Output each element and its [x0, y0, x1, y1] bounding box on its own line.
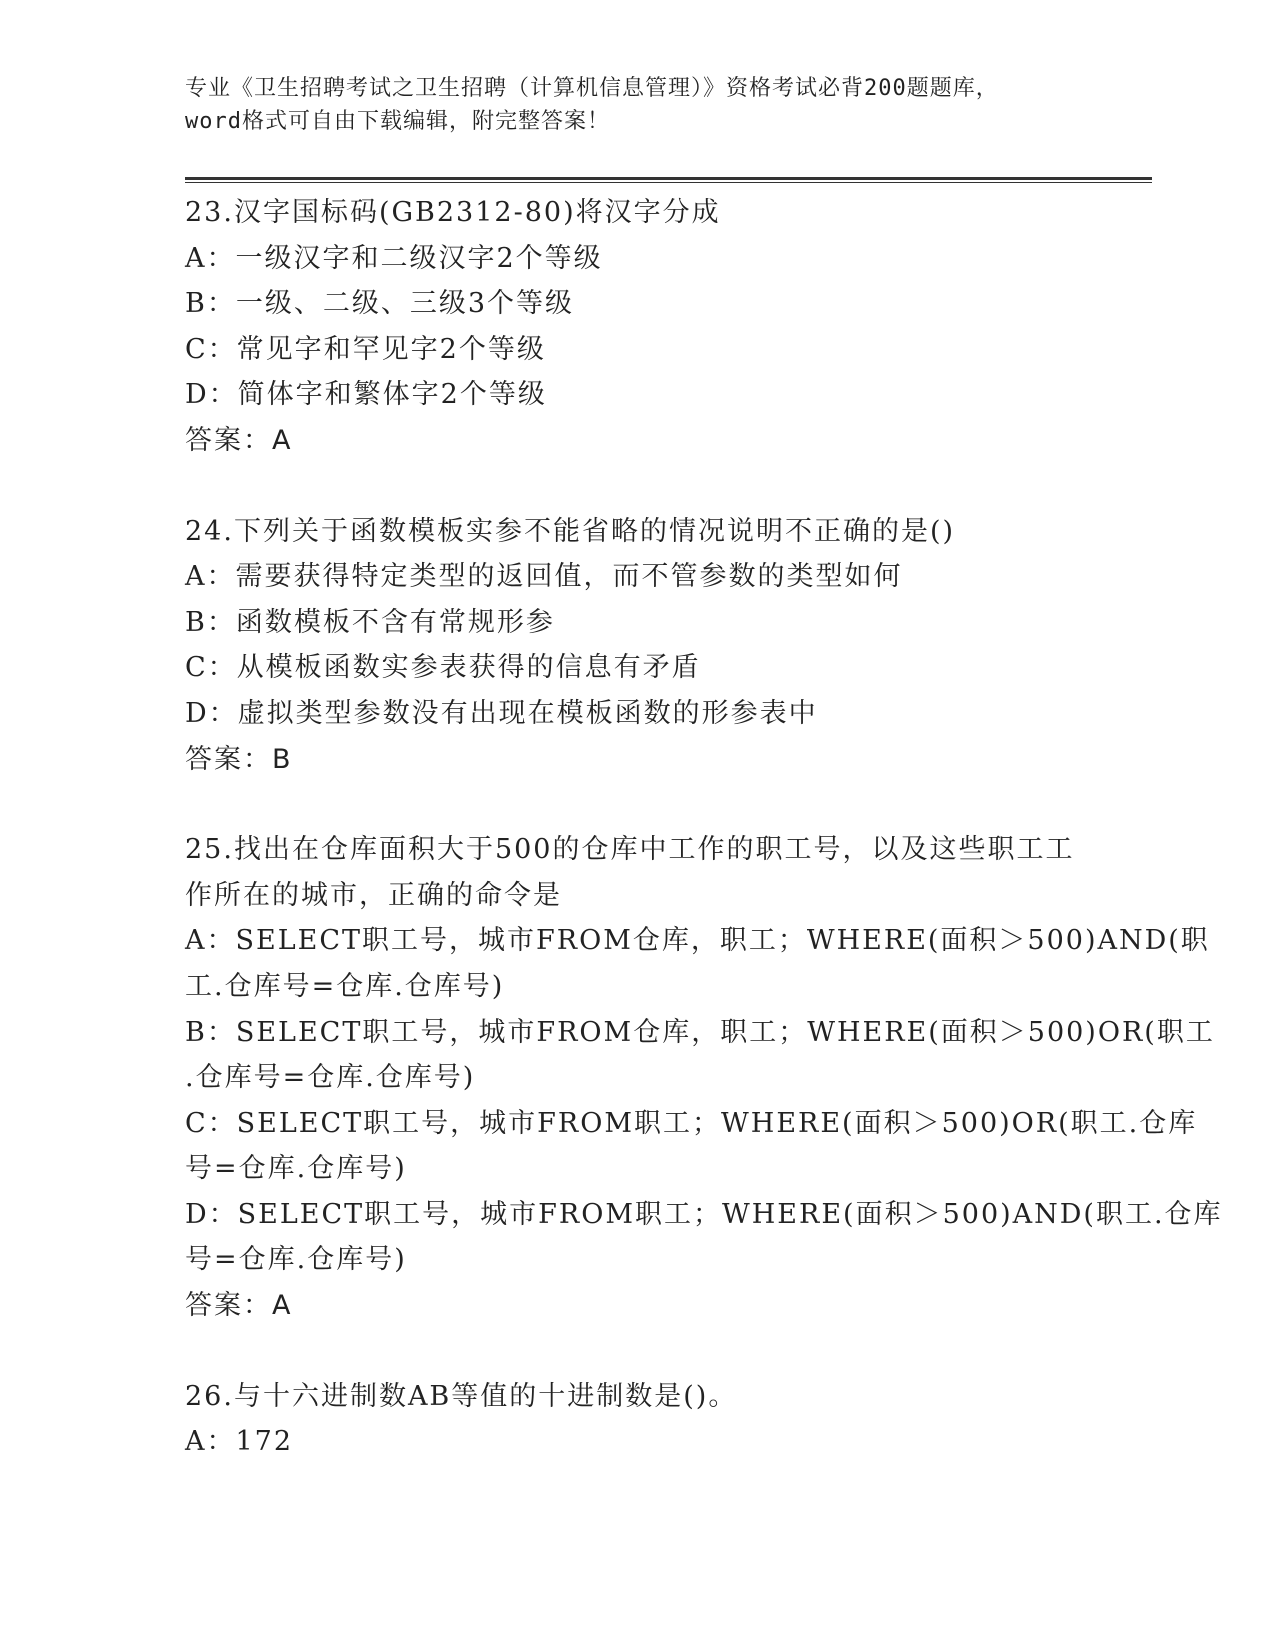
- option-d: D：简体字和繁体字2个等级: [185, 379, 547, 411]
- option-d: D：虚拟类型参数没有出现在模板函数的形参表中: [185, 697, 818, 729]
- option-b: B：函数模板不含有常规形参: [185, 606, 555, 638]
- document-header: [185, 72, 1085, 138]
- option-d-line-1: D：SELECT职工号，城市FROM职工；WHERE(面积＞500)AND(职工.仓库: [185, 1198, 1223, 1230]
- question-block-24: [185, 509, 1085, 783]
- question-text: 23.汉字国标码(GB2312-80)将汉字分成: [185, 197, 721, 228]
- question-text: 26.与十六进制数AB等值的十进制数是()。: [185, 1380, 738, 1412]
- question-text-line-1: 25.找出在仓库面积大于500的仓库中工作的职工号，以及这些职工工: [185, 834, 1075, 866]
- option-d-line-2: 号=仓库.仓库号): [185, 1244, 407, 1276]
- question-block-23: [185, 190, 1085, 464]
- header-divider-thin: [185, 182, 1152, 183]
- option-a: A：172: [185, 1426, 294, 1458]
- question-block-25: [185, 827, 1223, 1329]
- option-a: A：需要获得特定类型的返回值，而不管参数的类型如何: [185, 561, 903, 593]
- question-list: [185, 190, 1223, 1465]
- option-b: B：一级、二级、三级3个等级: [185, 288, 575, 320]
- option-c: C：常见字和罕见字2个等级: [185, 333, 546, 365]
- option-a-line-1: A：SELECT职工号，城市FROM仓库，职工；WHERE(面积＞500)AND(职: [185, 925, 1210, 957]
- question-block-26: [185, 1374, 1085, 1465]
- header-line-2: word格式可自由下载编辑，附完整答案！: [185, 109, 610, 134]
- header-divider-thick: [185, 177, 1152, 180]
- answer-text: 答案：A: [185, 424, 293, 456]
- header-line-1: 专业《卫生招聘考试之卫生招聘（计算机信息管理）》资格考试必背200题题库，: [185, 76, 999, 101]
- option-b-line-1: B：SELECT职工号，城市FROM仓库，职工；WHERE(面积＞500)OR(职工: [185, 1016, 1215, 1048]
- option-c-line-1: C：SELECT职工号，城市FROM职工；WHERE(面积＞500)OR(职工.仓库: [185, 1107, 1198, 1139]
- question-text: 24.下列关于函数模板实参不能省略的情况说明不正确的是(): [185, 515, 956, 547]
- option-a-line-2: 工.仓库号=仓库.仓库号): [185, 970, 505, 1002]
- option-c-line-2: 号=仓库.仓库号): [185, 1153, 407, 1185]
- option-b-line-2: .仓库号=仓库.仓库号): [185, 1062, 476, 1094]
- option-c: C：从模板函数实参表获得的信息有矛盾: [185, 652, 701, 684]
- answer-text: 答案：B: [185, 743, 293, 775]
- option-a: A：一级汉字和二级汉字2个等级: [185, 242, 603, 274]
- answer-text: 答案：A: [185, 1290, 293, 1322]
- question-text-line-2: 作所在的城市，正确的命令是: [185, 879, 562, 911]
